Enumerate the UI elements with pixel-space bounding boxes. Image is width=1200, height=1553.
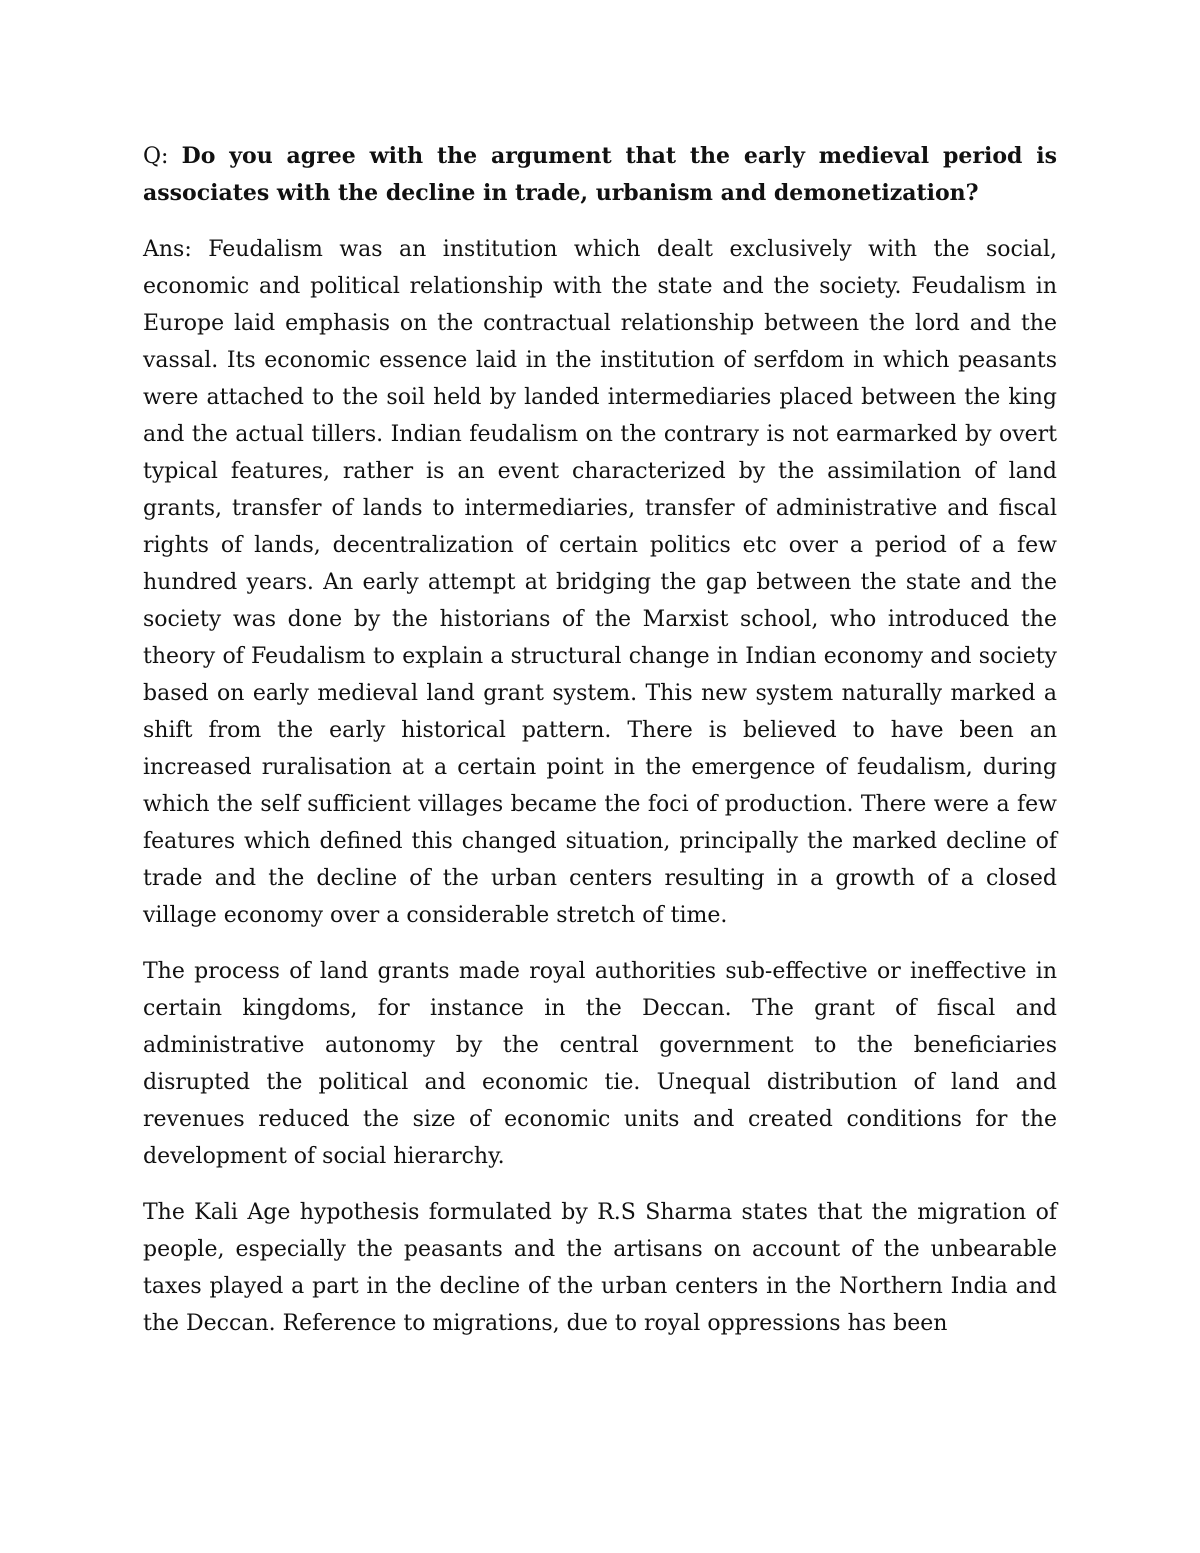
question-paragraph <box>143 138 1057 212</box>
answer-paragraph-1: Ans: Feudalism was an institution which dealt exclusively with the social, economic and political relationship with the state and the society. Feudalism in Europe laid emphasis on the contractual relationship between the lord and the vassal. Its economic essence laid in the institution of serfdom in which peasants were attached to the soil held by landed intermediaries placed between the king and the actual tillers. Indian feudalism on the contrary is not earmarked by overt typical features, rather is an event characterized by the assimilation of land grants, transfer of lands to intermediaries, transfer of administrative and fiscal rights of lands, decentralization of certain politics etc over a period of a few hundred years. An early attempt at bridging the gap between the state and the society was done by the historians of the Marxist school, who introduced the theory of Feudalism to explain a structural change in Indian economy and society based on early medieval land grant system. This new system naturally marked a shift from the early historical pattern. There is believed to have been an increased ruralisation at a certain point in the emergence of feudalism, during which the self sufficient villages became the foci of production. There were a few features which defined this changed situation, principally the marked decline of trade and the decline of the urban centers resulting in a growth of a closed village economy over a considerable stretch of time. <box>143 237 1057 928</box>
document-body <box>143 138 1057 1361</box>
question-text: Do you agree with the argument that the early medieval period is associates with the decline in trade, urbanism and demonetization? <box>143 143 1057 206</box>
question-prefix: Q: <box>143 144 182 169</box>
answer-paragraph-2: The process of land grants made royal authorities sub-effective or ineffective in certain kingdoms, for instance in the Deccan. The grant of fiscal and administrative autonomy by the central government to the beneficiaries disrupted the political and economic tie. Unequal distribution of land and revenues reduced the size of economic units and created conditions for the development of social hierarchy. <box>143 959 1057 1169</box>
answer-paragraph-3: The Kali Age hypothesis formulated by R.S Sharma states that the migration of people, especially the peasants and the artisans on account of the unbearable taxes played a part in the decline of the urban centers in the Northern India and the Deccan. Reference to migrations, due to royal oppressions has been <box>143 1200 1057 1336</box>
